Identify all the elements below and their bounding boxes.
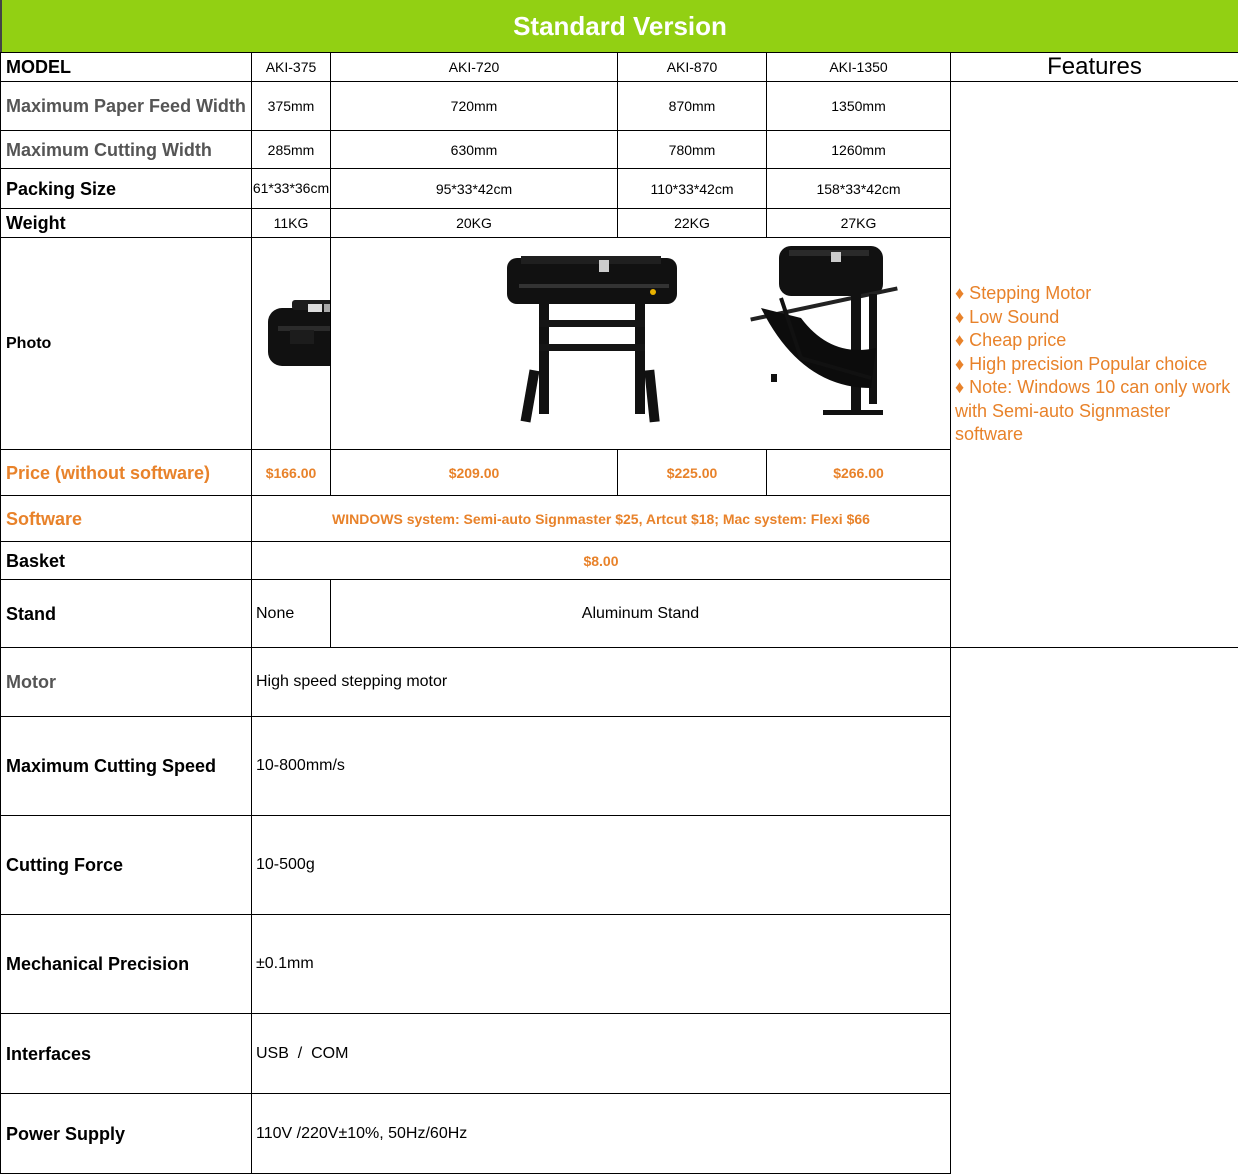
cell-value: 158*33*42cm	[767, 169, 951, 209]
price-value: $166.00	[252, 450, 331, 496]
row-label: Stand	[1, 580, 252, 648]
cell-value: 10-500g	[252, 815, 951, 914]
cell-value: 11KG	[252, 209, 331, 238]
feature-item: ♦ Stepping Motor	[955, 282, 1234, 306]
cell-value: None	[252, 580, 331, 648]
cell-value: 780mm	[618, 131, 767, 169]
cell-value: USB / COM	[252, 1013, 951, 1093]
stand-cutter-720	[507, 256, 677, 422]
cell-value: 27KG	[767, 209, 951, 238]
table-row	[1, 914, 1238, 1013]
row-label: Photo	[1, 238, 252, 450]
cell-value: 95*33*42cm	[331, 169, 618, 209]
row-label: Motor	[1, 648, 252, 716]
desktop-cutter-image	[252, 238, 331, 449]
cell-value: 10-800mm/s	[252, 716, 951, 815]
feature-item: ♦ Cheap price	[955, 329, 1234, 353]
row-label: Maximum Paper Feed Width	[1, 82, 252, 131]
price-value: $209.00	[331, 450, 618, 496]
cell-value: 375mm	[252, 82, 331, 131]
row-label: Mechanical Precision	[1, 914, 252, 1013]
cell-value: 870mm	[618, 82, 767, 131]
cell-value: High speed stepping motor	[252, 648, 951, 716]
model-name: AKI-1350	[767, 53, 951, 82]
table-row	[1, 815, 1238, 914]
row-label: Packing Size	[1, 169, 252, 209]
row-label: Cutting Force	[1, 815, 252, 914]
spec-table	[0, 52, 1238, 1174]
features-heading: Features	[951, 53, 1238, 82]
row-label: Interfaces	[1, 1013, 252, 1093]
cell-value: 110V /220V±10%, 50Hz/60Hz	[252, 1094, 951, 1174]
row-label: Maximum Cutting Speed	[1, 716, 252, 815]
cell-value: Aluminum Stand	[331, 580, 951, 648]
table-row	[1, 1013, 1238, 1093]
model-name: AKI-720	[331, 53, 618, 82]
features-list	[951, 82, 1238, 648]
table-row	[1, 53, 1238, 82]
row-label: Maximum Cutting Width	[1, 131, 252, 169]
feature-item: ♦ High precision Popular choice	[955, 353, 1234, 377]
cell-value: 630mm	[331, 131, 618, 169]
software-value: WINDOWS system: Semi-auto Signmaster $25, Artcut $18; Mac system: Flexi $66	[252, 496, 951, 542]
cell-value: 1350mm	[767, 82, 951, 131]
row-label: Power Supply	[1, 1094, 252, 1174]
table-row	[1, 716, 1238, 815]
feature-item: ♦ Note: Windows 10 can only work with Semi-auto Signmaster software	[955, 376, 1234, 447]
table-row	[1, 1094, 1238, 1174]
model-label: MODEL	[1, 53, 252, 82]
basket-value: $8.00	[252, 542, 951, 580]
table-row	[1, 648, 1238, 716]
product-photos-stand-models	[331, 238, 951, 450]
table-row	[1, 82, 1238, 131]
cell-value: 285mm	[252, 131, 331, 169]
page-title: Standard Version	[0, 0, 1238, 52]
stand-cutter-with-basket	[750, 246, 898, 415]
model-name: AKI-375	[252, 53, 331, 82]
model-name: AKI-870	[618, 53, 767, 82]
price-value: $266.00	[767, 450, 951, 496]
cell-value: 61*33*36cm	[252, 169, 331, 209]
price-value: $225.00	[618, 450, 767, 496]
cell-value: 720mm	[331, 82, 618, 131]
cell-value: 1260mm	[767, 131, 951, 169]
row-label: Basket	[1, 542, 252, 580]
feature-item: ♦ Low Sound	[955, 306, 1234, 330]
row-label: Price (without software)	[1, 450, 252, 496]
row-label: Software	[1, 496, 252, 542]
cell-value: 22KG	[618, 209, 767, 238]
cell-value: ±0.1mm	[252, 914, 951, 1013]
stand-cutters-image	[331, 238, 951, 449]
product-photo-aki-375	[252, 238, 331, 450]
cell-value: 110*33*42cm	[618, 169, 767, 209]
cell-value: 20KG	[331, 209, 618, 238]
row-label: Weight	[1, 209, 252, 238]
